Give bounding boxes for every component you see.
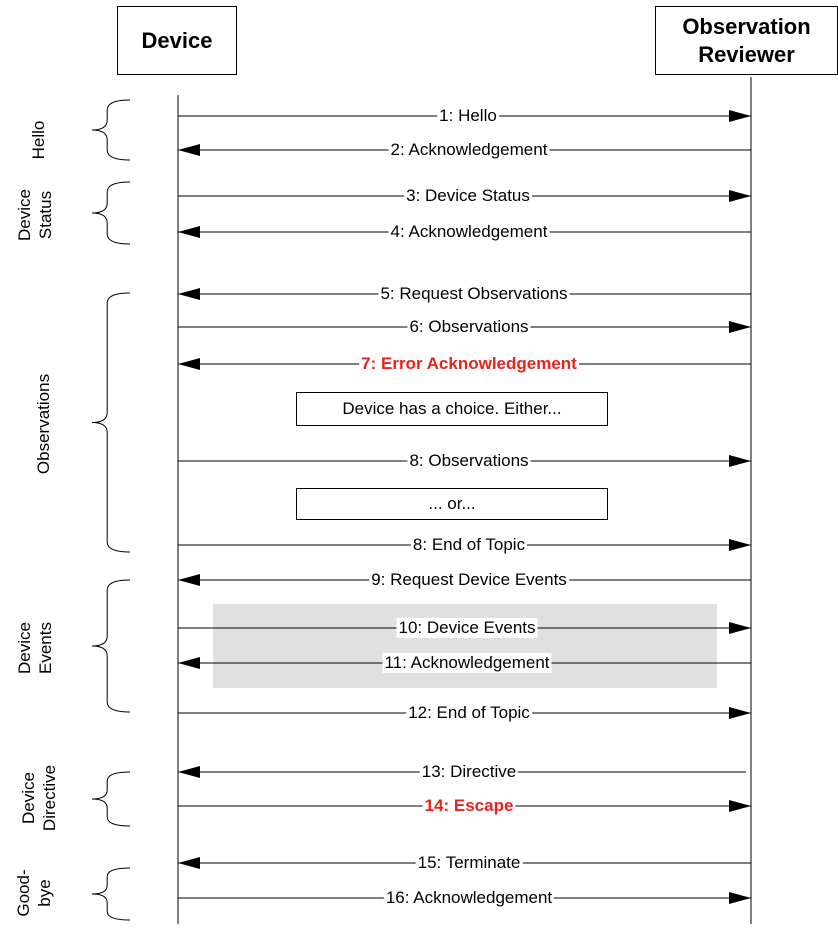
arrowhead-right bbox=[729, 321, 751, 333]
message-label: 2: Acknowledgement bbox=[390, 140, 548, 159]
arrowhead-left bbox=[178, 766, 200, 778]
brace-device-status bbox=[92, 182, 130, 244]
arrowhead-right bbox=[729, 892, 751, 904]
arrowhead-right bbox=[729, 539, 751, 551]
message-label: 1: Hello bbox=[439, 106, 497, 125]
reviewer-header-line2: Reviewer bbox=[698, 41, 795, 67]
brace-goodbye bbox=[92, 868, 130, 920]
message-label: 4: Acknowledgement bbox=[390, 222, 548, 241]
arrowhead-right bbox=[729, 190, 751, 202]
arrowhead-right bbox=[729, 800, 751, 812]
group-label-device-events: Device Events bbox=[15, 622, 55, 674]
message-label: 3: Device Status bbox=[406, 186, 530, 205]
brace-device-directive bbox=[92, 772, 130, 826]
message-label: 11: Acknowledgement bbox=[384, 653, 550, 672]
arrowhead-left bbox=[178, 288, 200, 300]
device-header-label: Device bbox=[141, 27, 213, 53]
observation-reviewer-header bbox=[655, 6, 838, 75]
brace-hello bbox=[92, 100, 130, 160]
arrowhead-left bbox=[178, 574, 200, 586]
arrowhead-left bbox=[178, 657, 200, 669]
arrowhead-right bbox=[729, 110, 751, 122]
device-events-shaded-region bbox=[213, 604, 717, 688]
message-label: 8: Observations bbox=[409, 451, 529, 470]
group-label-device-directive: Device Directive bbox=[19, 764, 59, 832]
brace-observations bbox=[92, 293, 130, 552]
arrowhead-left bbox=[178, 226, 200, 238]
message-label: 8: End of Topic bbox=[412, 535, 526, 554]
choice-note: Device has a choice. Either... bbox=[296, 392, 608, 426]
brace-device-events bbox=[92, 580, 130, 712]
arrowhead-left bbox=[178, 358, 200, 370]
group-label-device-status: Device Status bbox=[15, 189, 55, 241]
group-label-hello: Hello bbox=[28, 120, 48, 160]
reviewer-header-line1: Observation bbox=[682, 13, 811, 39]
or-note: ... or... bbox=[296, 488, 608, 520]
arrowhead-right bbox=[729, 707, 751, 719]
message-label: 15: Terminate bbox=[417, 853, 521, 872]
arrowhead-right bbox=[729, 622, 751, 634]
message-label: 14: Escape bbox=[424, 796, 514, 815]
message-label: 13: Directive bbox=[421, 762, 517, 781]
arrowhead-left bbox=[178, 857, 200, 869]
message-label: 7: Error Acknowledgement bbox=[361, 354, 577, 373]
group-label-goodbye: Good- bye bbox=[14, 869, 54, 917]
message-label: 6: Observations bbox=[409, 317, 529, 336]
group-label-observations: Observations bbox=[33, 373, 53, 475]
arrowhead-right bbox=[729, 455, 751, 467]
arrowhead-left bbox=[178, 144, 200, 156]
message-label: 9: Request Device Events bbox=[371, 570, 567, 589]
message-label: 5: Request Observations bbox=[380, 284, 568, 303]
device-header bbox=[117, 6, 237, 75]
message-label: 10: Device Events bbox=[398, 618, 536, 637]
message-label: 16: Acknowledgement bbox=[385, 888, 553, 907]
message-label: 12: End of Topic bbox=[408, 703, 530, 722]
